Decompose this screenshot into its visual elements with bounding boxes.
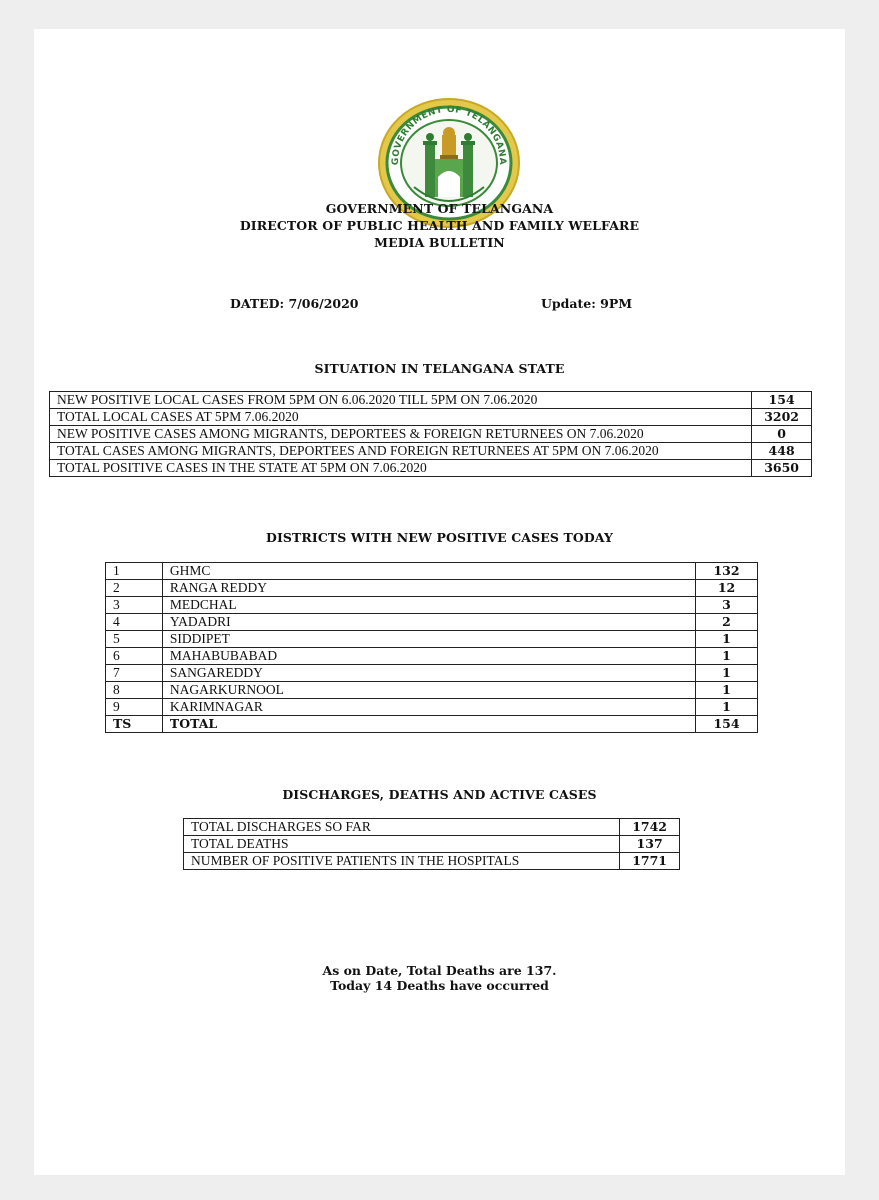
row-label: TOTAL CASES AMONG MIGRANTS, DEPORTEES AND FOREIGN RETURNEES AT 5PM ON 7.06.2020 <box>50 443 752 460</box>
row-label: NEW POSITIVE CASES AMONG MIGRANTS, DEPORTEES & FOREIGN RETURNEES ON 7.06.2020 <box>50 426 752 443</box>
total-value: 154 <box>696 716 758 733</box>
district-value: 12 <box>696 580 758 597</box>
district-value: 1 <box>696 648 758 665</box>
row-value: 154 <box>752 392 812 409</box>
district-name: RANGA REDDY <box>162 580 695 597</box>
row-label: TOTAL DISCHARGES SO FAR <box>184 819 620 836</box>
total-code: TS <box>106 716 163 733</box>
bulletin-title: MEDIA BULLETIN <box>374 235 505 250</box>
logo-arc-text: GOVERNMENT OF TELANGANA <box>390 104 508 166</box>
district-value: 132 <box>696 563 758 580</box>
row-label: TOTAL POSITIVE CASES IN THE STATE AT 5PM ON 7.06.2020 <box>50 460 752 477</box>
update-label: Update: 9PM <box>541 296 633 311</box>
table-row <box>106 682 758 699</box>
today-deaths-note: Today 14 Deaths have occurred <box>330 978 549 993</box>
table-row <box>106 614 758 631</box>
bottom-margin <box>0 1176 879 1200</box>
district-number: 2 <box>106 580 163 597</box>
dated-label: DATED: 7/06/2020 <box>230 296 359 311</box>
row-value: 0 <box>752 426 812 443</box>
table-row <box>106 699 758 716</box>
district-name: MEDCHAL <box>162 597 695 614</box>
district-value: 1 <box>696 699 758 716</box>
table-row <box>106 665 758 682</box>
row-value: 1742 <box>620 819 680 836</box>
row-value: 3202 <box>752 409 812 426</box>
district-number: 6 <box>106 648 163 665</box>
row-value: 137 <box>620 836 680 853</box>
district-name: KARIMNAGAR <box>162 699 695 716</box>
situation-heading: SITUATION IN TELANGANA STATE <box>314 361 565 376</box>
bulletin-page <box>34 29 845 1175</box>
district-number: 7 <box>106 665 163 682</box>
table-row <box>50 460 812 477</box>
district-name: MAHABUBABAD <box>162 648 695 665</box>
table-row <box>106 631 758 648</box>
district-value: 1 <box>696 665 758 682</box>
district-value: 3 <box>696 597 758 614</box>
table-row <box>106 597 758 614</box>
row-value: 3650 <box>752 460 812 477</box>
table-row <box>184 836 680 853</box>
table-row <box>50 443 812 460</box>
district-number: 4 <box>106 614 163 631</box>
row-value: 448 <box>752 443 812 460</box>
district-name: SIDDIPET <box>162 631 695 648</box>
district-value: 2 <box>696 614 758 631</box>
district-name: NAGARKURNOOL <box>162 682 695 699</box>
table-row <box>106 648 758 665</box>
district-number: 3 <box>106 597 163 614</box>
discharges-table <box>183 818 680 870</box>
table-row <box>106 580 758 597</box>
department-title: DIRECTOR OF PUBLIC HEALTH AND FAMILY WELFARE <box>239 218 640 233</box>
district-name: YADADRI <box>162 614 695 631</box>
table-row <box>50 426 812 443</box>
districts-heading: DISTRICTS WITH NEW POSITIVE CASES TODAY <box>266 530 613 545</box>
district-number: 1 <box>106 563 163 580</box>
row-label: NEW POSITIVE LOCAL CASES FROM 5PM ON 6.06.2020 TILL 5PM ON 7.06.2020 <box>50 392 752 409</box>
table-row <box>50 409 812 426</box>
table-row <box>184 853 680 870</box>
district-value: 1 <box>696 631 758 648</box>
district-number: 8 <box>106 682 163 699</box>
row-value: 1771 <box>620 853 680 870</box>
districts-table <box>105 562 758 733</box>
discharges-heading: DISCHARGES, DEATHS AND ACTIVE CASES <box>282 787 597 802</box>
district-name: SANGAREDDY <box>162 665 695 682</box>
row-label: TOTAL LOCAL CASES AT 5PM 7.06.2020 <box>50 409 752 426</box>
situation-table <box>49 391 812 477</box>
table-row <box>184 819 680 836</box>
total-row <box>106 716 758 733</box>
government-title: GOVERNMENT OF TELANGANA <box>325 201 554 216</box>
total-label: TOTAL <box>162 716 695 733</box>
deaths-note: As on Date, Total Deaths are 137. <box>322 963 557 978</box>
row-label: NUMBER OF POSITIVE PATIENTS IN THE HOSPITALS <box>184 853 620 870</box>
table-row <box>106 563 758 580</box>
district-name: GHMC <box>162 563 695 580</box>
row-label: TOTAL DEATHS <box>184 836 620 853</box>
district-number: 5 <box>106 631 163 648</box>
table-row <box>50 392 812 409</box>
district-number: 9 <box>106 699 163 716</box>
district-value: 1 <box>696 682 758 699</box>
